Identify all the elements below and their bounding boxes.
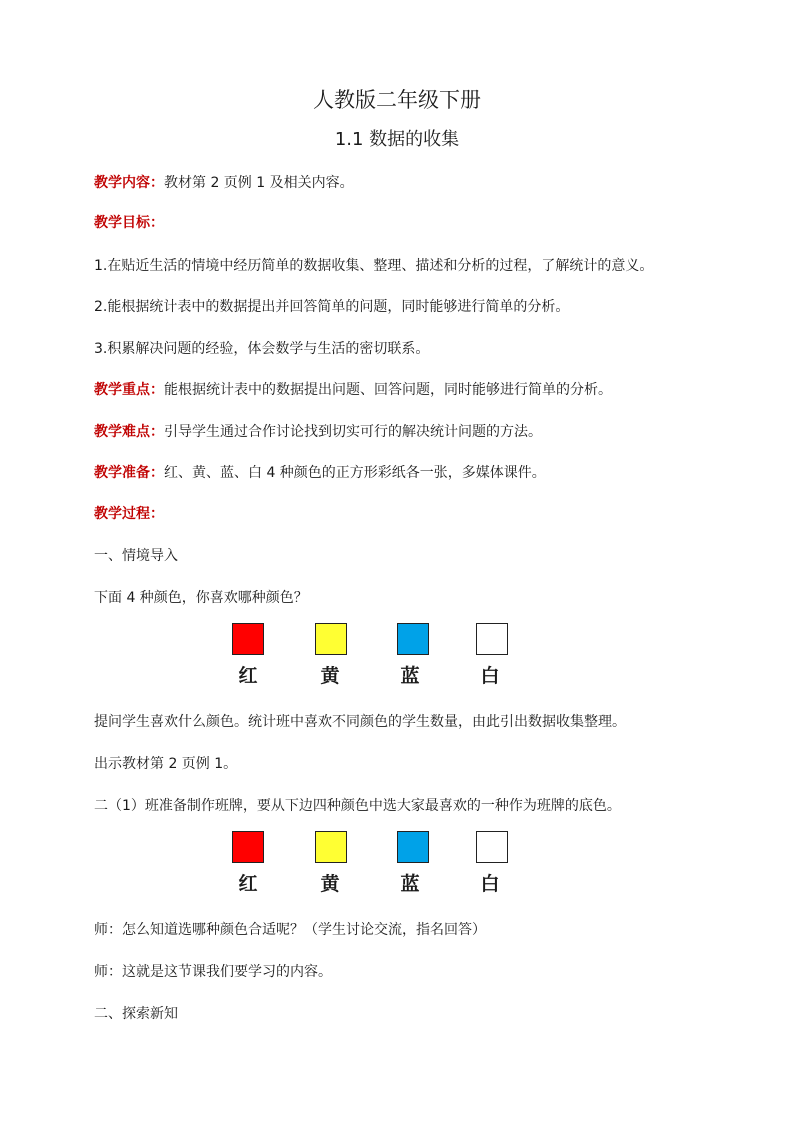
- content-heading: 教学内容：: [94, 175, 164, 191]
- key-points-line: [94, 380, 612, 400]
- preparation-text: 红、黄、蓝、白 4 种颜色的正方形彩纸各一张，多媒体课件。: [164, 465, 546, 481]
- content-line: [94, 173, 354, 193]
- color-question: 下面 4 种颜色，你喜欢哪种颜色？: [94, 590, 308, 606]
- example-paragraph: 二（1）班准备制作班牌，要从下边四种颜色中选大家最喜欢的一种作为班牌的底色。: [94, 798, 621, 814]
- red-swatch: [232, 831, 264, 863]
- preparation-line: [94, 463, 546, 483]
- teacher-question: 师：怎么知道选哪种颜色合适呢？（学生讨论交流，指名回答）: [94, 922, 486, 938]
- blue-label: 蓝: [400, 873, 420, 895]
- content-text: 教材第 2 页例 1 及相关内容。: [164, 175, 354, 191]
- difficulties-line: [94, 422, 542, 442]
- red-label: 红: [238, 873, 258, 895]
- goals-heading: 教学目标：: [94, 215, 164, 231]
- section-1-heading: 一、情境导入: [94, 548, 178, 564]
- key-points-heading: 教学重点：: [94, 382, 164, 398]
- blue-swatch: [397, 623, 429, 655]
- white-label: 白: [480, 665, 500, 687]
- white-swatch: [476, 831, 508, 863]
- difficulties-text: 引导学生通过合作讨论找到切实可行的解决统计问题的方法。: [164, 424, 542, 440]
- difficulties-heading: 教学难点：: [94, 424, 164, 440]
- blue-swatch: [397, 831, 429, 863]
- red-label: 红: [238, 665, 258, 687]
- yellow-swatch: [315, 831, 347, 863]
- white-label: 白: [480, 873, 500, 895]
- red-swatch: [232, 623, 264, 655]
- preparation-heading: 教学准备：: [94, 465, 164, 481]
- goal-item-3: 3.积累解决问题的经验，体会数学与生活的密切联系。: [94, 341, 430, 357]
- ask-paragraph: 提问学生喜欢什么颜色。统计班中喜欢不同颜色的学生数量，由此引出数据收集整理。: [94, 714, 626, 730]
- white-swatch: [476, 623, 508, 655]
- document-title: 人教版二年级下册: [313, 88, 481, 112]
- key-points-text: 能根据统计表中的数据提出问题、回答问题，同时能够进行简单的分析。: [164, 382, 612, 398]
- show-paragraph: 出示教材第 2 页例 1。: [94, 756, 238, 772]
- blue-label: 蓝: [400, 665, 420, 687]
- goal-item-2: 2.能根据统计表中的数据提出并回答简单的问题，同时能够进行简单的分析。: [94, 299, 570, 315]
- yellow-swatch: [315, 623, 347, 655]
- process-heading: 教学过程：: [94, 506, 164, 522]
- yellow-label: 黄: [320, 873, 340, 895]
- lesson-title: 1.1 数据的收集: [334, 129, 460, 150]
- section-2-heading: 二、探索新知: [94, 1006, 178, 1022]
- goal-item-1: 1.在贴近生活的情境中经历简单的数据收集、整理、描述和分析的过程，了解统计的意义。: [94, 258, 654, 274]
- teacher-statement: 师：这就是这节课我们要学习的内容。: [94, 964, 332, 980]
- yellow-label: 黄: [320, 665, 340, 687]
